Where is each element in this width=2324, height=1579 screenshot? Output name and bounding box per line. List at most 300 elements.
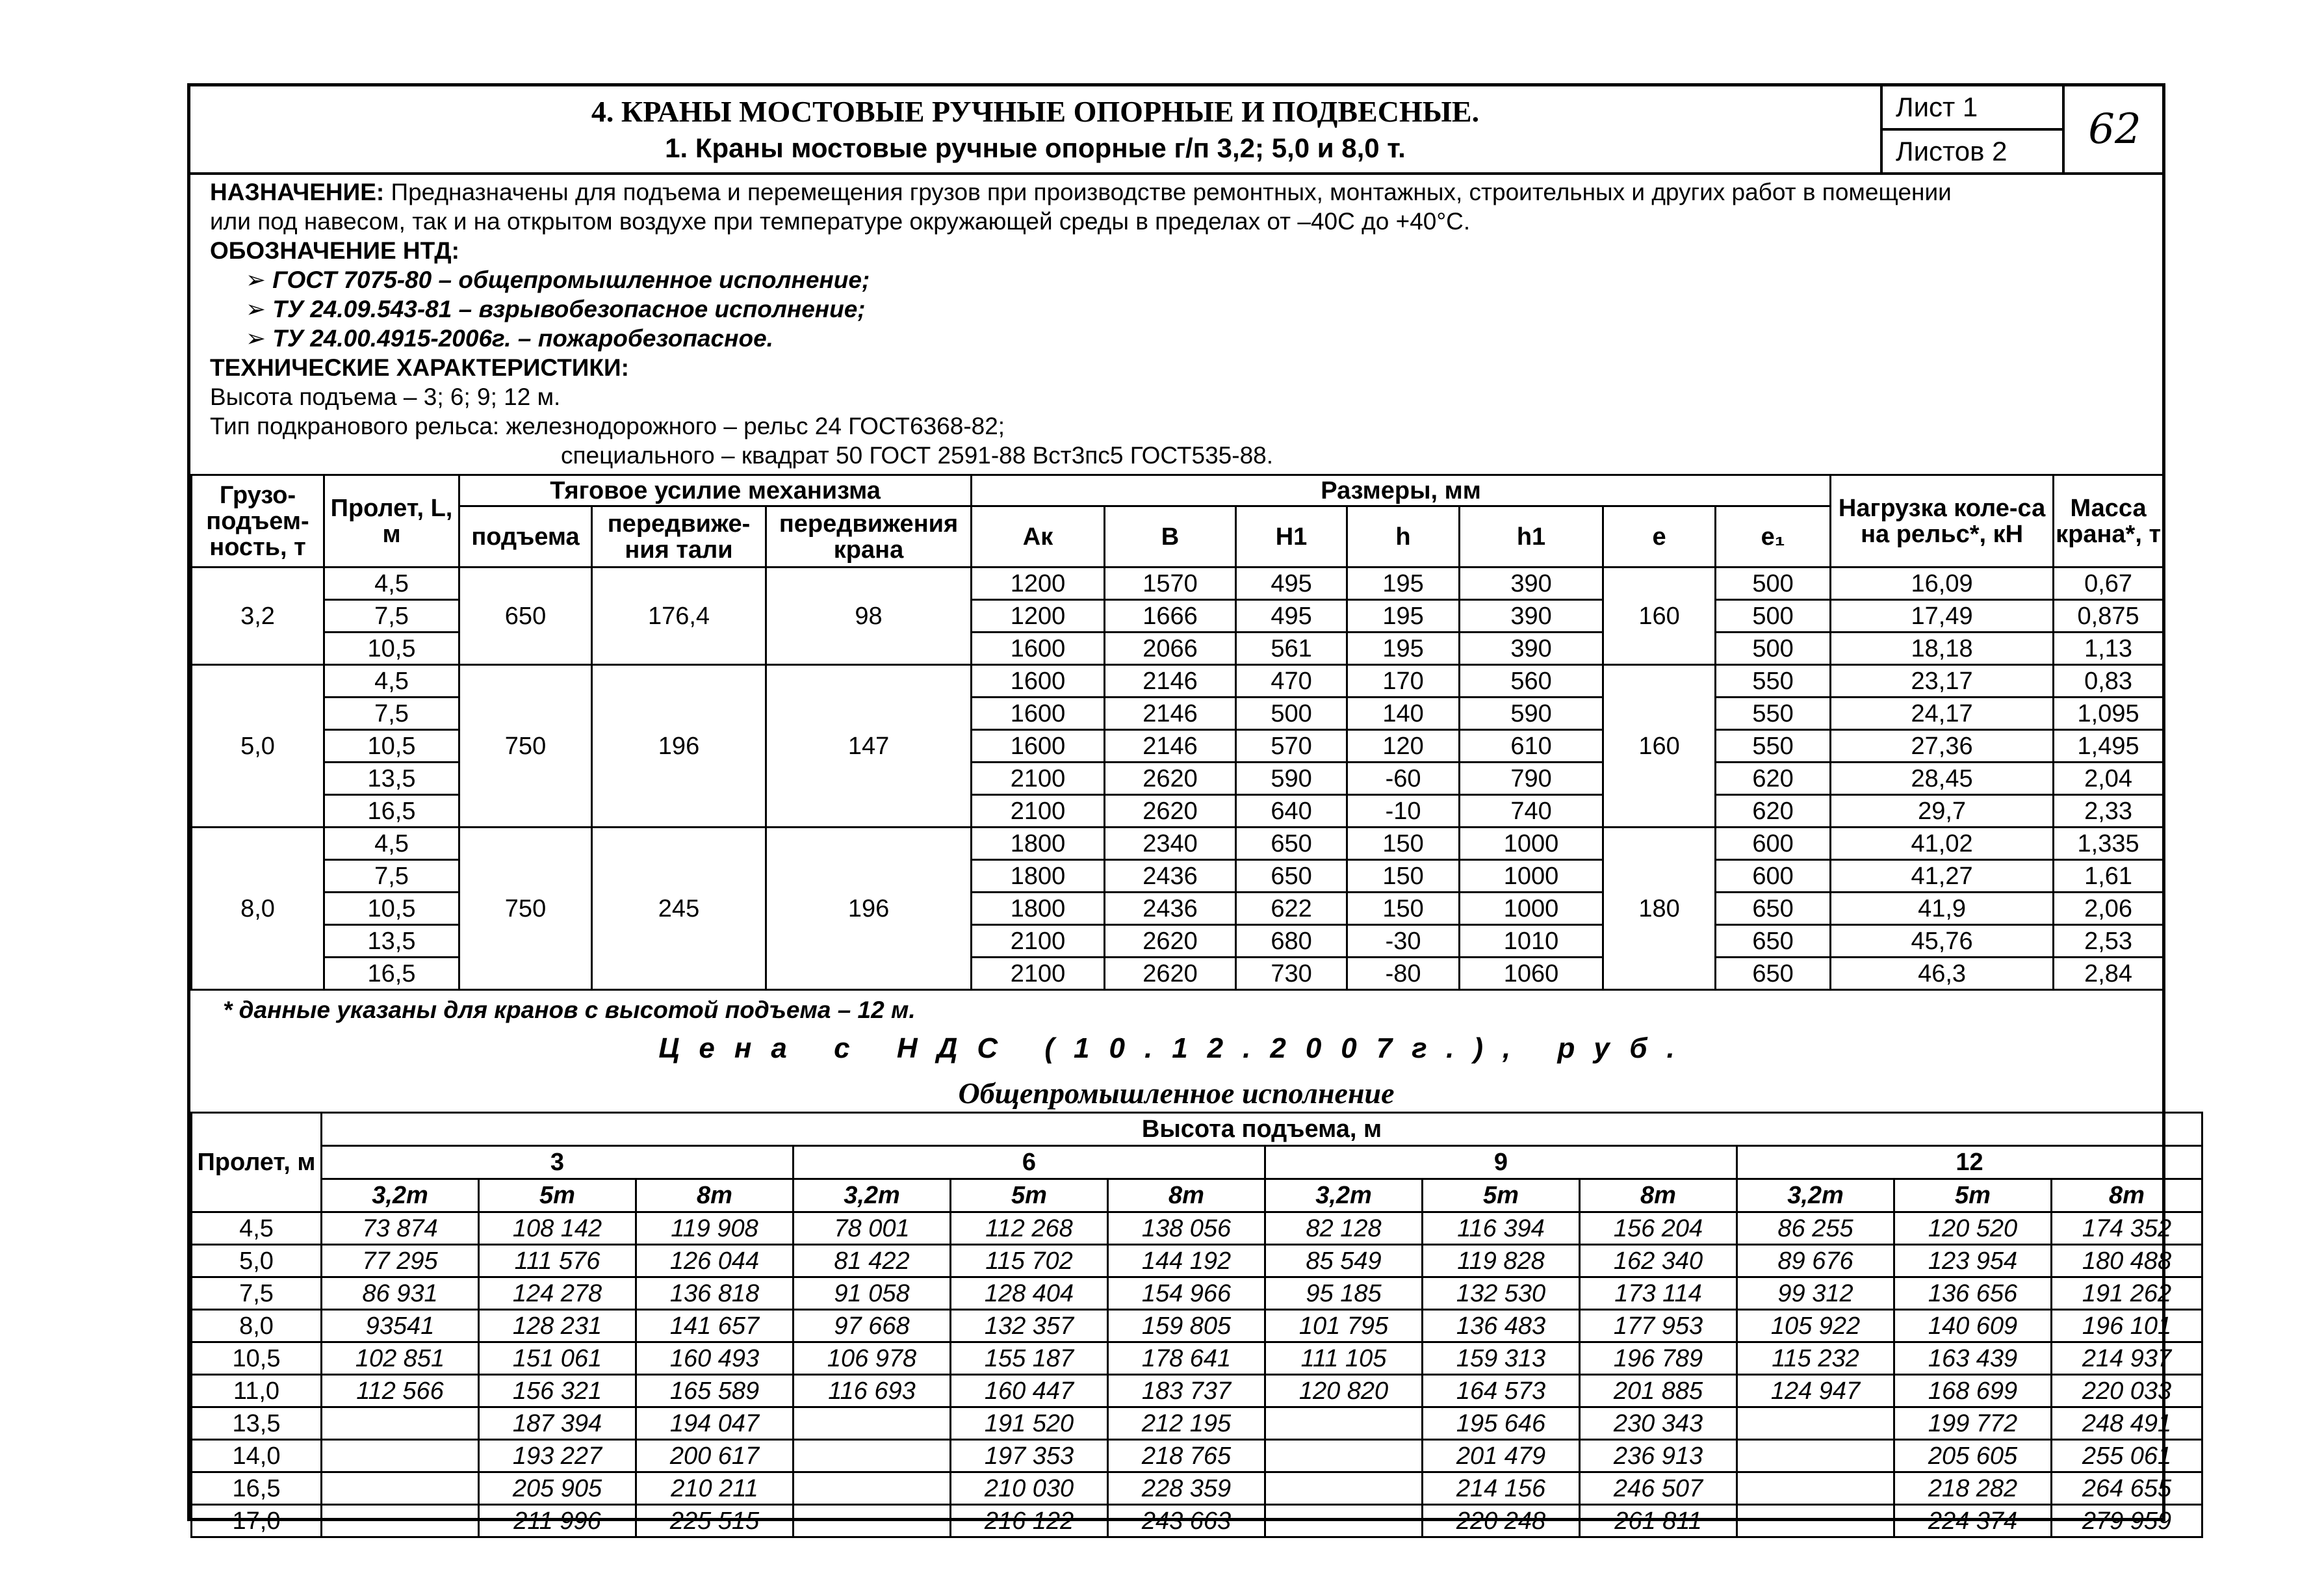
- price-cell: 255 061: [2052, 1440, 2202, 1472]
- rail-type: Тип подкранового рельса: железнодорожного – рельс 24 ГОСТ6368-82;: [210, 413, 1005, 439]
- price-cell: 224 374: [1894, 1505, 2052, 1537]
- h1-cell: 650: [1236, 828, 1347, 860]
- h1-small-cell: 1000: [1460, 860, 1603, 893]
- crane-force-cell: 196: [766, 828, 972, 990]
- header-span: Пролет, L, м: [324, 475, 459, 568]
- ak-cell: 1200: [972, 600, 1105, 633]
- price-cell: 210 030: [951, 1472, 1108, 1505]
- lift-force-cell: 750: [459, 665, 592, 828]
- price-cell: 111 576: [479, 1245, 636, 1277]
- price-cell: 205 905: [479, 1472, 636, 1505]
- price-cell: [1737, 1440, 1894, 1472]
- table-row: [192, 568, 2163, 600]
- price-cell: 218 765: [1108, 1440, 1265, 1472]
- h1-cell: 650: [1236, 860, 1347, 893]
- price-cell: 201 885: [1580, 1375, 1737, 1407]
- title-area: [190, 86, 1880, 164]
- price-cell: 136 483: [1423, 1310, 1580, 1342]
- purpose-text: Предназначены для подъема и перемещения грузов при производстве ремонтных, монтажных, строительных и других работ в помещении: [384, 179, 1952, 205]
- price-cell: [794, 1505, 951, 1537]
- wheel-load-cell: 46,3: [1831, 958, 2054, 990]
- header-capacity: 8m: [1580, 1179, 1737, 1212]
- price-cell: 264 655: [2052, 1472, 2202, 1505]
- price-cell: [1265, 1440, 1423, 1472]
- span-cell: 11,0: [192, 1375, 322, 1407]
- mass-cell: 0,67: [2054, 568, 2163, 600]
- b-cell: 2620: [1105, 925, 1236, 958]
- span-cell: 16,5: [192, 1472, 322, 1505]
- wheel-load-cell: 16,09: [1831, 568, 2054, 600]
- price-cell: 163 439: [1894, 1342, 2052, 1375]
- e1-cell: 550: [1716, 665, 1831, 698]
- span-cell: 10,5: [324, 893, 459, 925]
- description: [210, 177, 2153, 470]
- h1-small-cell: 560: [1460, 665, 1603, 698]
- ntd-item: ➢ ГОСТ 7075-80 – общепромышленное исполнение;: [246, 267, 870, 293]
- mass-cell: 1,495: [2054, 730, 2163, 763]
- price-cell: 106 978: [794, 1342, 951, 1375]
- purpose-label: НАЗНАЧЕНИЕ:: [210, 179, 385, 205]
- price-cell: 115 232: [1737, 1342, 1894, 1375]
- h1-small-cell: 610: [1460, 730, 1603, 763]
- price-cell: 205 605: [1894, 1440, 2052, 1472]
- price-cell: 112 566: [322, 1375, 479, 1407]
- h-cell: 150: [1347, 860, 1460, 893]
- h1-small-cell: 1060: [1460, 958, 1603, 990]
- mass-cell: 2,33: [2054, 795, 2163, 828]
- price-cell: 191 520: [951, 1407, 1108, 1440]
- price-cell: 196 101: [2052, 1310, 2202, 1342]
- price-cell: [794, 1472, 951, 1505]
- price-cell: 194 047: [636, 1407, 794, 1440]
- header-b: В: [1105, 506, 1236, 568]
- price-cell: [1265, 1505, 1423, 1537]
- title-block: [190, 86, 2162, 175]
- ntd-item: ➢ ТУ 24.09.543-81 – взрывобезопасное исполнение;: [246, 296, 866, 322]
- header-capacity: 8m: [2052, 1179, 2202, 1212]
- wheel-load-cell: 23,17: [1831, 665, 2054, 698]
- span-cell: 7,5: [192, 1277, 322, 1310]
- price-cell: 116 394: [1423, 1212, 1580, 1245]
- price-cell: 156 321: [479, 1375, 636, 1407]
- header-capacity: 5m: [479, 1179, 636, 1212]
- header-e1: е₁: [1716, 506, 1831, 568]
- h1-small-cell: 390: [1460, 600, 1603, 633]
- price-cell: [1265, 1407, 1423, 1440]
- price-cell: 124 947: [1737, 1375, 1894, 1407]
- b-cell: 2620: [1105, 795, 1236, 828]
- h-cell: 120: [1347, 730, 1460, 763]
- h1-small-cell: 590: [1460, 698, 1603, 730]
- price-cell: 102 851: [322, 1342, 479, 1375]
- price-cell: 112 268: [951, 1212, 1108, 1245]
- h1-cell: 622: [1236, 893, 1347, 925]
- price-cell: 159 313: [1423, 1342, 1580, 1375]
- wheel-load-cell: 41,9: [1831, 893, 2054, 925]
- price-cell: 200 617: [636, 1440, 794, 1472]
- price-cell: 225 515: [636, 1505, 794, 1537]
- header-capacity: 3,2m: [794, 1179, 951, 1212]
- capacity-cell: 3,2: [192, 568, 324, 665]
- price-cell: 216 122: [951, 1505, 1108, 1537]
- ntd-item: ➢ ТУ 24.00.4915-2006г. – пожаробезопасное.: [246, 325, 773, 352]
- ak-cell: 1600: [972, 665, 1105, 698]
- h1-cell: 680: [1236, 925, 1347, 958]
- h1-cell: 590: [1236, 763, 1347, 795]
- table-row: [192, 1375, 2202, 1407]
- b-cell: 2066: [1105, 633, 1236, 665]
- price-cell: 183 737: [1108, 1375, 1265, 1407]
- crane-force-cell: 98: [766, 568, 972, 665]
- b-cell: 2146: [1105, 730, 1236, 763]
- e1-cell: 620: [1716, 795, 1831, 828]
- document-title: 4. КРАНЫ МОСТОВЫЕ РУЧНЫЕ ОПОРНЫЕ И ПОДВЕСНЫЕ.: [591, 95, 1480, 128]
- price-cell: 165 589: [636, 1375, 794, 1407]
- price-cell: 116 693: [794, 1375, 951, 1407]
- span-cell: 10,5: [324, 633, 459, 665]
- footnote: * данные указаны для кранов с высотой подъема – 12 м.: [223, 997, 916, 1023]
- e-cell: 160: [1603, 665, 1716, 828]
- b-cell: 2146: [1105, 665, 1236, 698]
- h1-cell: 470: [1236, 665, 1347, 698]
- e1-cell: 600: [1716, 860, 1831, 893]
- span-cell: 16,5: [324, 795, 459, 828]
- price-cell: 86 931: [322, 1277, 479, 1310]
- ak-cell: 2100: [972, 958, 1105, 990]
- wheel-load-cell: 27,36: [1831, 730, 2054, 763]
- ak-cell: 1600: [972, 730, 1105, 763]
- span-cell: 13,5: [192, 1407, 322, 1440]
- span-cell: 4,5: [324, 828, 459, 860]
- crane-force-cell: 147: [766, 665, 972, 828]
- price-cell: 220 248: [1423, 1505, 1580, 1537]
- e1-cell: 550: [1716, 730, 1831, 763]
- header-span: Пролет, м: [192, 1113, 322, 1212]
- e-cell: 160: [1603, 568, 1716, 665]
- price-cell: 160 447: [951, 1375, 1108, 1407]
- mass-cell: 1,61: [2054, 860, 2163, 893]
- price-cell: 97 668: [794, 1310, 951, 1342]
- price-cell: 218 282: [1894, 1472, 2052, 1505]
- tech-specs-table: [190, 474, 2164, 991]
- price-table: [190, 1112, 2203, 1538]
- price-cell: [794, 1440, 951, 1472]
- page-number: 62: [2062, 86, 2165, 172]
- header-ak: Ак: [972, 506, 1105, 568]
- h-cell: 150: [1347, 893, 1460, 925]
- header-capacity: 5m: [1423, 1179, 1580, 1212]
- price-cell: 220 033: [2052, 1375, 2202, 1407]
- header-crane-travel: передвижения крана: [766, 506, 972, 568]
- b-cell: 2436: [1105, 893, 1236, 925]
- wheel-load-cell: 45,76: [1831, 925, 2054, 958]
- price-cell: 191 262: [2052, 1277, 2202, 1310]
- document-sheet: [187, 83, 2172, 1535]
- ak-cell: 1800: [972, 893, 1105, 925]
- h1-small-cell: 390: [1460, 633, 1603, 665]
- e1-cell: 500: [1716, 633, 1831, 665]
- price-cell: 193 227: [479, 1440, 636, 1472]
- price-cell: 174 352: [2052, 1212, 2202, 1245]
- span-cell: 16,5: [324, 958, 459, 990]
- hoist-force-cell: 176,4: [592, 568, 766, 665]
- mass-cell: 2,53: [2054, 925, 2163, 958]
- capacity-cell: 5,0: [192, 665, 324, 828]
- table-row: [192, 828, 2163, 860]
- price-cell: 120 520: [1894, 1212, 2052, 1245]
- price-cell: [322, 1505, 479, 1537]
- price-cell: [1737, 1505, 1894, 1537]
- price-cell: 138 056: [1108, 1212, 1265, 1245]
- rail-type-2: специального – квадрат 50 ГОСТ 2591-88 Вст3пс5 ГОСТ535-88.: [561, 442, 1274, 469]
- price-cell: 124 278: [479, 1277, 636, 1310]
- header-row: [192, 1146, 2202, 1179]
- ak-cell: 2100: [972, 763, 1105, 795]
- b-cell: 2620: [1105, 958, 1236, 990]
- header-mass: Масса крана*, т: [2054, 475, 2163, 568]
- lift-force-cell: 750: [459, 828, 592, 990]
- h-cell: -10: [1347, 795, 1460, 828]
- price-cell: 214 937: [2052, 1342, 2202, 1375]
- span-cell: 5,0: [192, 1245, 322, 1277]
- h1-cell: 561: [1236, 633, 1347, 665]
- price-cell: 85 549: [1265, 1245, 1423, 1277]
- span-cell: 8,0: [192, 1310, 322, 1342]
- price-cell: 128 231: [479, 1310, 636, 1342]
- span-cell: 7,5: [324, 860, 459, 893]
- table-row: [192, 1472, 2202, 1505]
- price-table-head: [192, 1113, 2202, 1212]
- price-cell: 195 646: [1423, 1407, 1580, 1440]
- mass-cell: 1,095: [2054, 698, 2163, 730]
- price-cell: 132 530: [1423, 1277, 1580, 1310]
- tech-label: ТЕХНИЧЕСКИЕ ХАРАКТЕРИСТИКИ:: [210, 354, 629, 381]
- wheel-load-cell: 17,49: [1831, 600, 2054, 633]
- header-row: [192, 1113, 2202, 1146]
- header-capacity: 5m: [1894, 1179, 2052, 1212]
- price-cell: 95 185: [1265, 1277, 1423, 1310]
- span-cell: 10,5: [192, 1342, 322, 1375]
- lift-height: Высота подъема – 3; 6; 9; 12 м.: [210, 384, 561, 410]
- e1-cell: 650: [1716, 925, 1831, 958]
- price-cell: 211 996: [479, 1505, 636, 1537]
- span-cell: 4,5: [324, 665, 459, 698]
- ak-cell: 1600: [972, 633, 1105, 665]
- price-cell: 126 044: [636, 1245, 794, 1277]
- price-cell: 173 114: [1580, 1277, 1737, 1310]
- header-capacity: Грузо-подъем-ность, т: [192, 475, 324, 568]
- sheet-info: [1880, 86, 2162, 172]
- price-cell: [322, 1407, 479, 1440]
- price-cell: 248 491: [2052, 1407, 2202, 1440]
- price-table-body: [192, 1212, 2202, 1537]
- header-e: е: [1603, 506, 1716, 568]
- mass-cell: 0,83: [2054, 665, 2163, 698]
- b-cell: 1570: [1105, 568, 1236, 600]
- price-cell: 91 058: [794, 1277, 951, 1310]
- price-cell: 93541: [322, 1310, 479, 1342]
- price-cell: 212 195: [1108, 1407, 1265, 1440]
- header-traction: Тяговое усилие механизма: [459, 475, 972, 506]
- h-cell: 170: [1347, 665, 1460, 698]
- wheel-load-cell: 29,7: [1831, 795, 2054, 828]
- e1-cell: 500: [1716, 600, 1831, 633]
- span-cell: 17,0: [192, 1505, 322, 1537]
- h1-small-cell: 790: [1460, 763, 1603, 795]
- sheet-label: Лист 1: [1896, 92, 1978, 122]
- h-cell: -60: [1347, 763, 1460, 795]
- ak-cell: 1800: [972, 828, 1105, 860]
- header-capacity: 3,2m: [322, 1179, 479, 1212]
- document-subtitle: 1. Краны мостовые ручные опорные г/п 3,2; 5,0 и 8,0 т.: [665, 133, 1406, 163]
- header-capacity: 3,2m: [1737, 1179, 1894, 1212]
- price-cell: 140 609: [1894, 1310, 2052, 1342]
- price-cell: 159 805: [1108, 1310, 1265, 1342]
- header-h: h: [1347, 506, 1460, 568]
- span-cell: 7,5: [324, 600, 459, 633]
- capacity-cell: 8,0: [192, 828, 324, 990]
- price-cell: 141 657: [636, 1310, 794, 1342]
- price-cell: 81 422: [794, 1245, 951, 1277]
- h1-small-cell: 1000: [1460, 893, 1603, 925]
- b-cell: 2436: [1105, 860, 1236, 893]
- lift-force-cell: 650: [459, 568, 592, 665]
- purpose-line-2: или под навесом, так и на открытом воздухе при температуре окружающей среды в пределах от –40С до +40°С.: [210, 208, 1471, 235]
- price-cell: 86 255: [1737, 1212, 1894, 1245]
- price-cell: 108 142: [479, 1212, 636, 1245]
- ak-cell: 2100: [972, 925, 1105, 958]
- h-cell: 195: [1347, 633, 1460, 665]
- span-cell: 13,5: [324, 763, 459, 795]
- h1-small-cell: 1000: [1460, 828, 1603, 860]
- hoist-force-cell: 245: [592, 828, 766, 990]
- price-title: Цена с НДС (10.12.2007г.), руб.: [658, 1032, 1694, 1064]
- header-lift: подъема: [459, 506, 592, 568]
- b-cell: 1666: [1105, 600, 1236, 633]
- header-height: 6: [794, 1146, 1265, 1179]
- price-cell: 177 953: [1580, 1310, 1737, 1342]
- sheets-total-label: Листов 2: [1883, 128, 2065, 170]
- h1-small-cell: 740: [1460, 795, 1603, 828]
- mass-cell: 2,84: [2054, 958, 2163, 990]
- header-capacity: 8m: [1108, 1179, 1265, 1212]
- ak-cell: 2100: [972, 795, 1105, 828]
- wheel-load-cell: 18,18: [1831, 633, 2054, 665]
- price-cell: 246 507: [1580, 1472, 1737, 1505]
- price-cell: 279 959: [2052, 1505, 2202, 1537]
- price-cell: 261 811: [1580, 1505, 1737, 1537]
- span-cell: 13,5: [324, 925, 459, 958]
- h1-cell: 640: [1236, 795, 1347, 828]
- price-cell: [1737, 1472, 1894, 1505]
- span-cell: 14,0: [192, 1440, 322, 1472]
- price-cell: 119 908: [636, 1212, 794, 1245]
- h-cell: 195: [1347, 568, 1460, 600]
- price-cell: 144 192: [1108, 1245, 1265, 1277]
- price-cell: [1737, 1407, 1894, 1440]
- price-cell: 168 699: [1894, 1375, 2052, 1407]
- h-cell: -80: [1347, 958, 1460, 990]
- h1-cell: 495: [1236, 600, 1347, 633]
- e1-cell: 650: [1716, 893, 1831, 925]
- b-cell: 2620: [1105, 763, 1236, 795]
- price-cell: [322, 1440, 479, 1472]
- wheel-load-cell: 28,45: [1831, 763, 2054, 795]
- ak-cell: 1800: [972, 860, 1105, 893]
- price-cell: 78 001: [794, 1212, 951, 1245]
- h-cell: 140: [1347, 698, 1460, 730]
- price-cell: 230 343: [1580, 1407, 1737, 1440]
- h1-cell: 730: [1236, 958, 1347, 990]
- price-cell: 236 913: [1580, 1440, 1737, 1472]
- price-cell: 180 488: [2052, 1245, 2202, 1277]
- h-cell: 195: [1347, 600, 1460, 633]
- sheet-counter: [1880, 86, 2065, 172]
- hoist-force-cell: 196: [592, 665, 766, 828]
- e-cell: 180: [1603, 828, 1716, 990]
- header-capacity: 8m: [636, 1179, 794, 1212]
- tech-table-body: [192, 568, 2163, 990]
- price-cell: 105 922: [1737, 1310, 1894, 1342]
- span-cell: 4,5: [192, 1212, 322, 1245]
- ak-cell: 1600: [972, 698, 1105, 730]
- price-cell: 123 954: [1894, 1245, 2052, 1277]
- h-cell: -30: [1347, 925, 1460, 958]
- price-cell: 160 493: [636, 1342, 794, 1375]
- e1-cell: 650: [1716, 958, 1831, 990]
- price-cell: 187 394: [479, 1407, 636, 1440]
- wheel-load-cell: 41,27: [1831, 860, 2054, 893]
- header-lift-height: Высота подъема, м: [322, 1113, 2202, 1146]
- e1-cell: 550: [1716, 698, 1831, 730]
- h-cell: 150: [1347, 828, 1460, 860]
- price-cell: 196 789: [1580, 1342, 1737, 1375]
- table-row: [192, 1310, 2202, 1342]
- price-cell: 132 357: [951, 1310, 1108, 1342]
- ntd-label: ОБОЗНАЧЕНИЕ НТД:: [210, 237, 459, 264]
- header-wheel-load: Нагрузка коле-са на рельс*, кН: [1831, 475, 2054, 568]
- h1-small-cell: 1010: [1460, 925, 1603, 958]
- purpose-line: [210, 177, 2153, 207]
- table-row: [192, 665, 2163, 698]
- header-h1-small: h1: [1460, 506, 1603, 568]
- table-row: [192, 1245, 2202, 1277]
- price-cell: 178 641: [1108, 1342, 1265, 1375]
- price-cell: 210 211: [636, 1472, 794, 1505]
- table-row: [192, 1212, 2202, 1245]
- price-cell: 156 204: [1580, 1212, 1737, 1245]
- header-hoist-travel: передвиже-ния тали: [592, 506, 766, 568]
- price-cell: [794, 1407, 951, 1440]
- price-cell: 73 874: [322, 1212, 479, 1245]
- h1-small-cell: 390: [1460, 568, 1603, 600]
- table-row: [192, 1407, 2202, 1440]
- price-cell: 136 656: [1894, 1277, 2052, 1310]
- e1-cell: 600: [1716, 828, 1831, 860]
- mass-cell: 0,875: [2054, 600, 2163, 633]
- price-cell: 136 818: [636, 1277, 794, 1310]
- span-cell: 10,5: [324, 730, 459, 763]
- price-cell: 89 676: [1737, 1245, 1894, 1277]
- price-cell: 228 359: [1108, 1472, 1265, 1505]
- mass-cell: 2,06: [2054, 893, 2163, 925]
- price-cell: 155 187: [951, 1342, 1108, 1375]
- header-capacity: 5m: [951, 1179, 1108, 1212]
- price-cell: 101 795: [1265, 1310, 1423, 1342]
- span-cell: 7,5: [324, 698, 459, 730]
- price-cell: 120 820: [1265, 1375, 1423, 1407]
- price-cell: 119 828: [1423, 1245, 1580, 1277]
